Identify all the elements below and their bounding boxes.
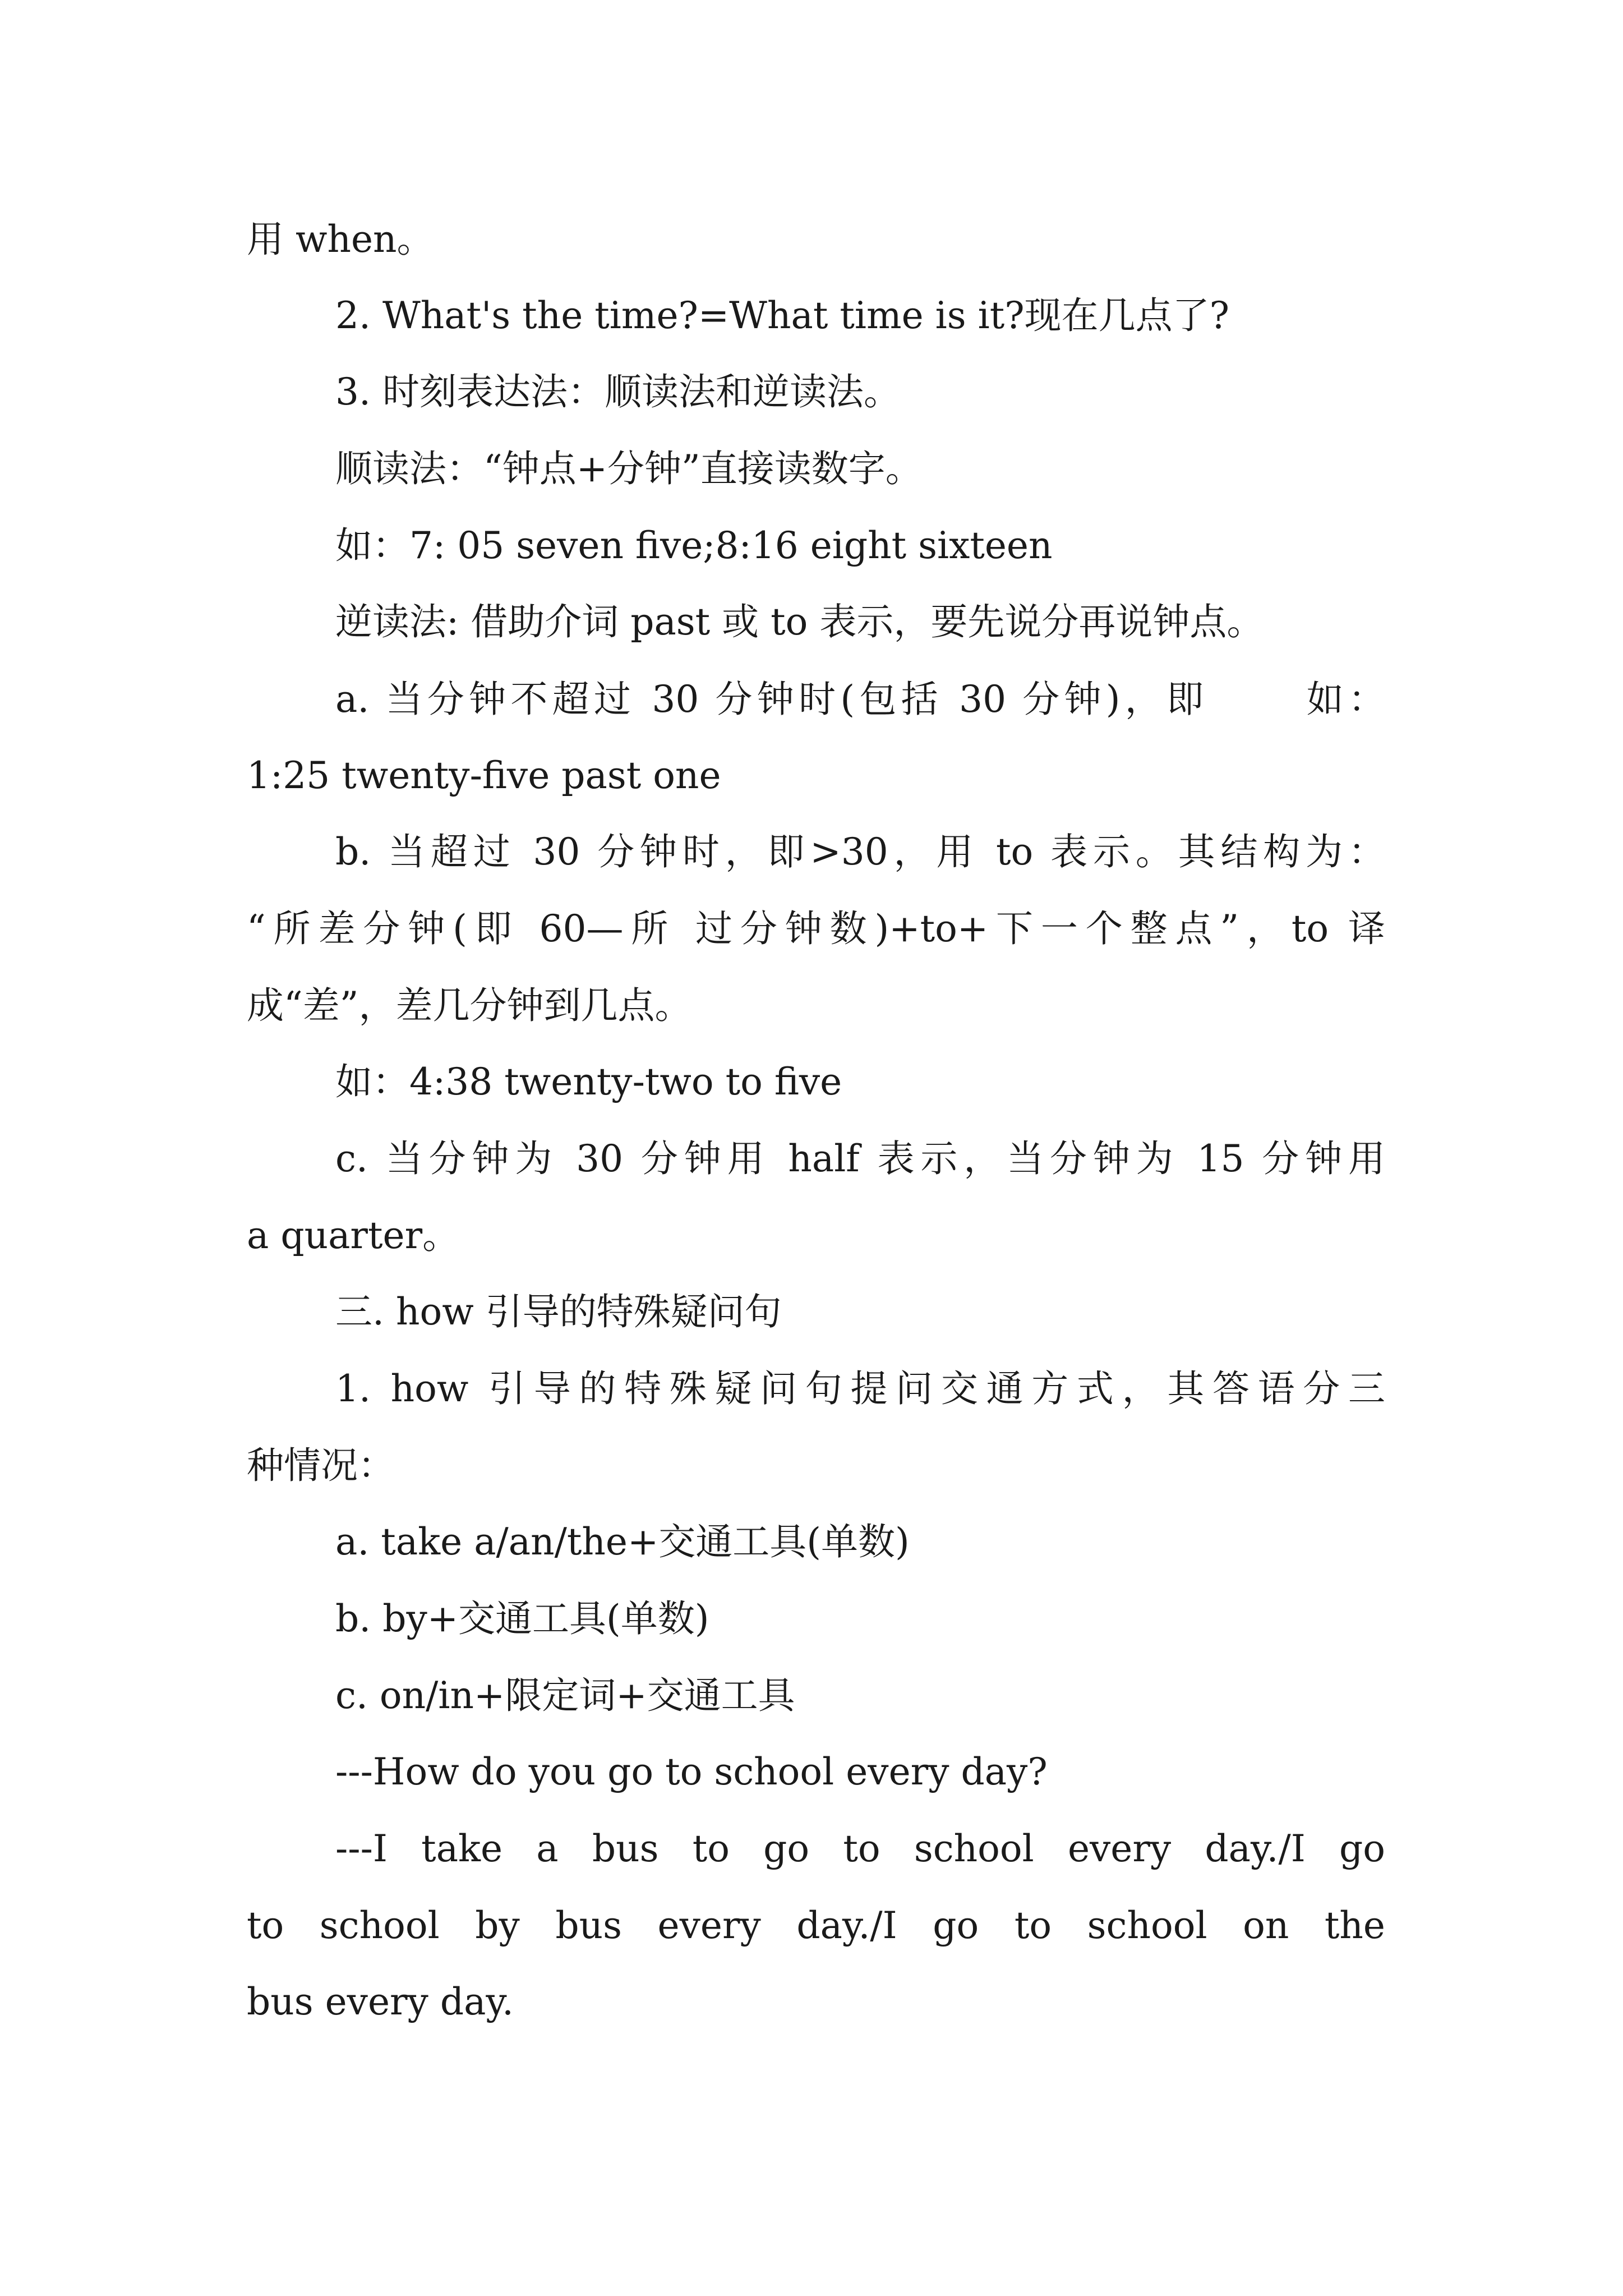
text-line-8: 1:25 twenty-five past one <box>247 754 721 797</box>
text-line-6: 逆读法: 借助介词 past 或 to 表示，要先说分再说钟点。 <box>335 600 1264 643</box>
text-line-11: 成“差”，差几分钟到几点。 <box>247 984 692 1027</box>
text-line-14: a quarter。 <box>247 1214 460 1257</box>
text-line-1: 用 when。 <box>247 218 434 261</box>
text-line-5: 如：7: 05 seven five;8:16 eight sixteen <box>335 524 1053 567</box>
text-line-13: c. 当分钟为 30 分钟用 half 表示，当分钟为 15 分钟用 <box>335 1137 1385 1180</box>
text-line-7: a. 当分钟不超过 30 分钟时(包括 30 分钟)，即 如： <box>335 678 1385 721</box>
text-line-3: 3. 时刻表达法：顺读法和逆读法。 <box>335 370 901 413</box>
text-line-19: b. by+交通工具(单数) <box>335 1597 709 1640</box>
text-line-9: b. 当超过 30 分钟时，即>30，用 to 表示。其结构为： <box>335 830 1385 873</box>
text-line-16: 1. how 引导的特殊疑问句提问交通方式，其答语分三 <box>335 1367 1385 1410</box>
text-line-12: 如：4:38 twenty-two to five <box>335 1060 842 1103</box>
text-line-18: a. take a/an/the+交通工具(单数) <box>335 1520 910 1563</box>
text-line-21: ---How do you go to school every day? <box>335 1750 1048 1793</box>
text-line-4: 顺读法：“钟点+分钟”直接读数字。 <box>335 447 923 490</box>
section-heading: 三. how 引导的特殊疑问句 <box>335 1290 782 1333</box>
text-line-10: “所差分钟(即 60—所 过分钟数)+to+下一个整点”，to 译 <box>247 907 1385 950</box>
text-line-24: bus every day. <box>247 1980 514 2023</box>
text-line-23: to school by bus every day./I go to school on the <box>247 1904 1385 1947</box>
text-line-17: 种情况： <box>247 1444 395 1487</box>
text-line-2: 2. What's the time?=What time is it?现在几点了? <box>335 294 1229 337</box>
text-line-20: c. on/in+限定词+交通工具 <box>335 1674 795 1717</box>
text-line-22: ---I take a bus to go to school every day./I go <box>335 1827 1385 1870</box>
